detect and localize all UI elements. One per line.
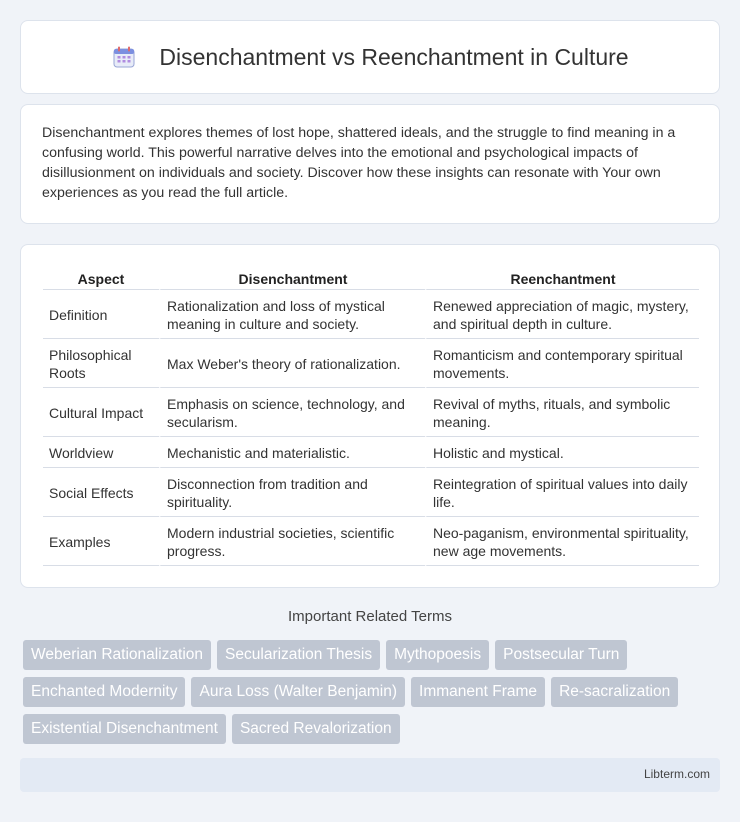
page-footer	[20, 758, 720, 792]
cell-aspect: Social Effects	[43, 468, 159, 517]
intro-card	[20, 104, 720, 224]
cell-reenchantment: Holistic and mystical.	[425, 437, 699, 468]
header-aspect: Aspect	[43, 264, 159, 290]
table-row	[43, 388, 699, 437]
cell-reenchantment: Neo-paganism, environmental spirituality, new age movements.	[425, 517, 699, 566]
cell-disenchantment: Emphasis on science, technology, and secularism.	[159, 388, 425, 437]
table-row	[43, 339, 699, 388]
related-term-tag[interactable]: Sacred Revalorization	[232, 714, 400, 744]
comparison-table	[43, 264, 699, 566]
related-terms-list	[23, 640, 723, 751]
page-title: Disenchantment vs Reenchantment in Culture	[159, 43, 629, 70]
cell-reenchantment: Revival of myths, rituals, and symbolic meaning.	[425, 388, 699, 437]
table-row	[43, 437, 699, 468]
header-disenchantment: Disenchantment	[159, 264, 425, 290]
cell-disenchantment: Max Weber's theory of rationalization.	[159, 339, 425, 388]
cell-aspect: Cultural Impact	[43, 388, 159, 437]
cell-disenchantment: Modern industrial societies, scientific progress.	[159, 517, 425, 566]
header-reenchantment: Reenchantment	[425, 264, 699, 290]
cell-aspect: Worldview	[43, 437, 159, 468]
related-term-tag[interactable]: Secularization Thesis	[217, 640, 380, 670]
page-header	[20, 20, 720, 94]
cell-aspect: Definition	[43, 290, 159, 339]
cell-disenchantment: Disconnection from tradition and spirituality.	[159, 468, 425, 517]
cell-reenchantment: Reintegration of spiritual values into daily life.	[425, 468, 699, 517]
table-row	[43, 290, 699, 339]
cell-disenchantment: Rationalization and loss of mystical meaning in culture and society.	[159, 290, 425, 339]
cell-aspect: Examples	[43, 517, 159, 566]
related-term-tag[interactable]: Enchanted Modernity	[23, 677, 185, 707]
related-term-tag[interactable]: Weberian Rationalization	[23, 640, 211, 670]
related-term-tag[interactable]: Re-sacralization	[551, 677, 678, 707]
related-term-tag[interactable]: Aura Loss (Walter Benjamin)	[191, 677, 405, 707]
footer-site-link[interactable]: Libterm.com	[643, 767, 710, 781]
intro-text: Disenchantment explores themes of lost hope, shattered ideals, and the struggle to find meaning in a confusing world. This powerful narrative delves into the emotional and psychological impacts of disillusionment on individuals and society. Discover how these insights can resonate with Your own experiences as you read the full article.	[42, 125, 676, 201]
cell-reenchantment: Renewed appreciation of magic, mystery, and spiritual depth in culture.	[425, 290, 699, 339]
related-term-tag[interactable]: Immanent Frame	[411, 677, 545, 707]
comparison-card	[20, 244, 720, 588]
table-row	[43, 468, 699, 517]
table-row	[43, 517, 699, 566]
related-term-tag[interactable]: Mythopoesis	[386, 640, 489, 670]
cell-reenchantment: Romanticism and contemporary spiritual movements.	[425, 339, 699, 388]
related-term-tag[interactable]: Postsecular Turn	[495, 640, 627, 670]
cell-aspect: Philosophical Roots	[43, 339, 159, 388]
calendar-icon	[111, 44, 137, 70]
cell-disenchantment: Mechanistic and materialistic.	[159, 437, 425, 468]
related-terms-title: Important Related Terms	[288, 608, 452, 625]
related-term-tag[interactable]: Existential Disenchantment	[23, 714, 226, 744]
